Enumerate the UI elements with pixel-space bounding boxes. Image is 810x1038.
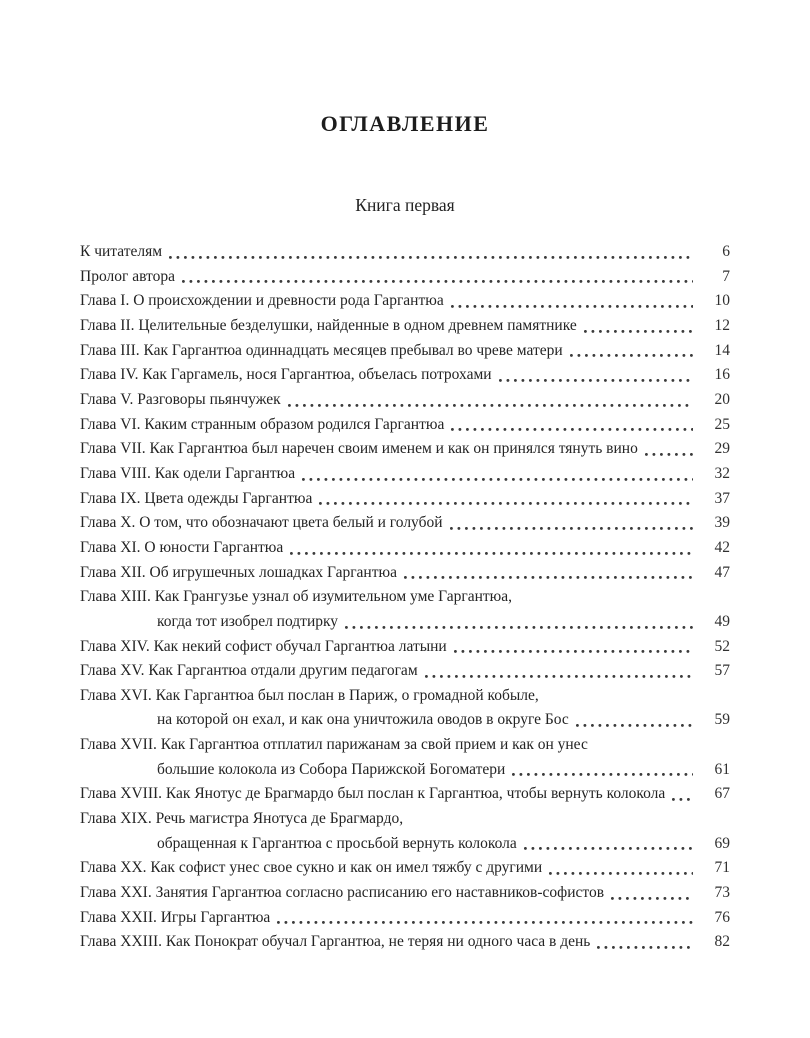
toc-entry-page: 12: [714, 316, 730, 334]
dot-leader: [451, 428, 693, 431]
dot-leader: [584, 330, 693, 333]
dot-leader: [611, 897, 693, 900]
toc-entry-title: Глава XIII. Как Грангузье узнал об изумительном уме Гаргантюа,: [80, 588, 512, 606]
toc-entry-title: Глава XXI. Занятия Гаргантюа согласно расписанию его наставников-софистов: [80, 884, 605, 902]
toc-entry: [80, 930, 730, 955]
toc-entry-title: Глава XVIII. Как Янотус де Брагмардо был послан к Гаргантюа, чтобы вернуть колокола: [80, 785, 666, 803]
toc-entry: [80, 265, 730, 290]
toc-entry-continuation: [80, 610, 730, 635]
dot-leader: [319, 502, 693, 505]
toc-entry-title: Глава III. Как Гаргантюа одиннадцать месяцев пребывал во чреве матери: [80, 341, 563, 359]
toc-entry-page: 25: [714, 415, 730, 433]
dot-leader: [451, 305, 693, 308]
toc-entry: [80, 561, 730, 586]
toc-entry: [80, 413, 730, 438]
toc-entry-title: Глава XVI. Как Гаргантюа был послан в Париж, о громадной кобыле,: [80, 686, 539, 704]
toc-entry-page: 6: [722, 243, 730, 260]
toc-entry-page: 32: [714, 464, 730, 482]
toc-entry-title: большие колокола из Собора Парижской Богоматери: [157, 760, 506, 778]
toc-entry-title: Глава XIX. Речь магистра Янотуса де Брагмардо,: [80, 810, 404, 828]
toc-entry-page: 37: [714, 489, 730, 507]
dot-leader: [499, 379, 693, 382]
toc-entry-continuation: [80, 832, 730, 857]
toc-entry-page: 20: [714, 390, 730, 408]
toc-entry-title: Глава X. О том, что обозначают цвета белый и голубой: [80, 514, 443, 532]
dot-leader: [672, 798, 693, 801]
toc-entry-title: на которой он ехал, и как она уничтожила оводов в округе Бос: [157, 711, 569, 729]
toc-entry: [80, 240, 730, 265]
toc-entry-title: Глава XX. Как софист унес свое сукно и как он имел тяжбу с другими: [80, 859, 543, 877]
dot-leader: [597, 946, 693, 949]
toc-entry: [80, 585, 730, 610]
dot-leader: [576, 724, 693, 727]
toc-entry-page: 42: [714, 538, 730, 556]
toc-entry: [80, 314, 730, 339]
book-heading: Книга первая: [355, 195, 455, 215]
toc-entry: [80, 289, 730, 314]
toc-entry-page: 7: [722, 267, 730, 285]
dot-leader: [290, 552, 693, 555]
toc-entry: [80, 684, 730, 709]
toc-entry-page: 52: [714, 637, 730, 655]
toc-entry: [80, 659, 730, 684]
toc-entry: [80, 437, 730, 462]
toc-entry: [80, 807, 730, 832]
dot-leader: [288, 404, 693, 407]
toc-entry: [80, 536, 730, 561]
toc-entry-page: 39: [714, 514, 730, 532]
toc-entry-title: когда тот изобрел подтирку: [157, 612, 339, 630]
toc-entry-title: Глава I. О происхождении и древности рода Гаргантюа: [80, 292, 444, 310]
toc-entry: [80, 487, 730, 512]
toc-entry: [80, 782, 730, 807]
toc-entry: [80, 881, 730, 906]
toc-entry-page: 47: [714, 563, 730, 581]
dot-leader: [512, 773, 693, 776]
contents-list: [80, 240, 730, 955]
toc-entry-title: Глава VII. Как Гаргантюа был наречен своим именем и как он принялся тянуть вино: [80, 440, 638, 458]
dot-leader: [524, 847, 693, 850]
toc-entry-continuation: [80, 708, 730, 733]
toc-entry-page: 14: [714, 341, 730, 359]
toc-entry-title: К читателям: [80, 243, 163, 260]
toc-entry-page: 10: [714, 292, 730, 310]
toc-entry-title: Глава XI. О юности Гаргантюа: [80, 538, 284, 556]
toc-entry: [80, 856, 730, 881]
dot-leader: [425, 675, 693, 678]
toc-entry-title: Глава XIV. Как некий софист обучал Гаргантюа латыни: [80, 637, 447, 655]
toc-entry-title: Глава XXIII. Как Понократ обучал Гаргантюа, не теряя ни одного часа в день: [80, 933, 591, 951]
toc-entry-title: Глава V. Разговоры пьянчужек: [80, 390, 281, 408]
toc-entry-title: Пролог автора: [80, 267, 175, 285]
toc-entry: [80, 635, 730, 660]
toc-entry-title: обращенная к Гаргантюа с просьбой вернуть колокола: [157, 834, 517, 852]
toc-entry: [80, 388, 730, 413]
toc-entry-title: Глава XII. Об игрушечных лошадках Гаргантюа: [80, 563, 397, 581]
dot-leader: [182, 280, 693, 283]
toc-entry-title: Глава IX. Цвета одежды Гаргантюа: [80, 489, 313, 507]
dot-leader: [645, 453, 693, 456]
toc-entry: [80, 462, 730, 487]
dot-leader: [302, 478, 693, 481]
toc-entry-page: 49: [714, 612, 730, 630]
dot-leader: [450, 527, 693, 530]
dot-leader: [277, 921, 693, 924]
dot-leader: [454, 650, 693, 653]
dot-leader: [169, 256, 693, 259]
toc-entry: [80, 339, 730, 364]
toc-entry-page: 59: [714, 711, 730, 729]
toc-entry-page: 29: [714, 440, 730, 458]
toc-entry-page: 67: [714, 785, 730, 803]
toc-entry-continuation: [80, 758, 730, 783]
toc-entry-page: 76: [714, 908, 730, 926]
toc-entry-page: 82: [714, 933, 730, 951]
toc-entry: [80, 906, 730, 931]
toc-entry-page: 73: [714, 884, 730, 902]
toc-entry-title: Глава II. Целительные безделушки, найденные в одном древнем памятнике: [80, 316, 577, 334]
toc-entry-page: 69: [714, 834, 730, 852]
toc-entry-title: Глава XV. Как Гаргантюа отдали другим педагогам: [80, 662, 418, 680]
toc-entry: [80, 733, 730, 758]
dot-leader: [345, 626, 693, 629]
toc-entry: [80, 511, 730, 536]
toc-entry-page: 61: [714, 760, 730, 778]
toc-entry-title: Глава IV. Как Гаргамель, нося Гаргантюа, объелась потрохами: [80, 366, 492, 384]
toc-entry-page: 71: [714, 859, 730, 877]
toc-entry-title: Глава VIII. Как одели Гаргантюа: [80, 464, 296, 482]
toc-entry: [80, 363, 730, 388]
dot-leader: [570, 354, 693, 357]
dot-leader: [549, 872, 693, 875]
toc-entry-page: 16: [714, 366, 730, 384]
toc-entry-title: Глава VI. Каким странным образом родился Гаргантюа: [80, 415, 445, 433]
toc-entry-title: Глава XXII. Игры Гаргантюа: [80, 908, 271, 926]
toc-entry-page: 57: [714, 662, 730, 680]
page-title: ОГЛАВЛЕНИЕ: [320, 111, 490, 136]
toc-entry-title: Глава XVII. Как Гаргантюа отплатил парижанам за свой прием и как он унес: [80, 736, 588, 754]
dot-leader: [404, 576, 693, 579]
